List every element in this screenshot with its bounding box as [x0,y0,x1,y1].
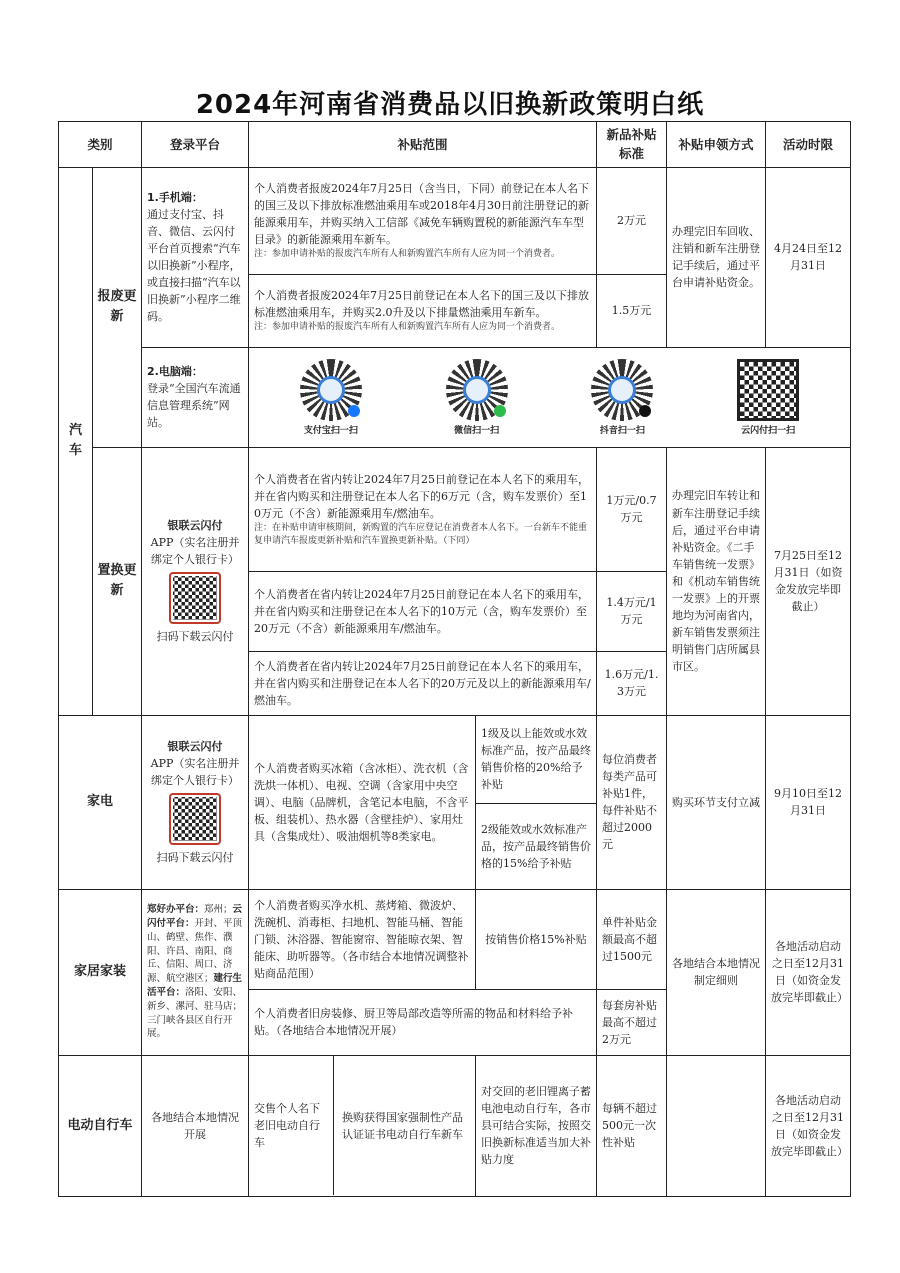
appliance-platform-download: 扫码下载云闪付 [156,851,234,865]
qr-alipay[interactable] [300,359,362,439]
replace-scope-1-text: 个人消费者在省内转让2024年7月25日前登记在本人名下的乘用车，并在省内购买和注册登记在本人名下的6万元（含，购车发票价）至10万元（不含）新能源乘用车/燃油车。 [254,472,590,520]
appliance-period: 9月10日至12月31日 [766,715,851,889]
scrap-scope-1-text: 个人消费者报废2024年7月25日（含当日，下同）前登记在本人名下的国三及以下排放标准燃油乘用车或2018年4月30日前注册登记的新能源乘用车，并购买纳入工信部《减免车辆购置税的新能源汽车车型目录》的新能源乘用车新车。 [254,182,590,247]
car-scrap-row-1 [59,167,851,274]
appliance-level-1: 1级及以上能效或水效标准产品，按产品最终销售价格的20%给予补贴 [476,715,597,803]
scrap-amount-1: 2万元 [597,167,667,274]
home-standard-1: 单件补贴金额最高不超过1500元 [597,889,667,989]
alipay-qr-code-icon [300,359,362,421]
replace-scope-1 [249,447,597,571]
scrap-scope-1-note: 注：参加申请补贴的报废汽车所有人和新购置汽车所有人应为同一个消费者。 [254,249,561,260]
home-platform-jh-text: 洛阳、安阳、新乡、漯河、驻马店；三门峡各县区自行开展。 [147,987,243,1040]
scrap-scope-2-note: 注：参加申请补贴的报废汽车所有人和新购置汽车所有人应为同一个消费者。 [254,322,561,333]
ebike-platform: 各地结合本地情况开展 [142,1055,249,1196]
home-rate: 按销售价格15%补贴 [476,889,597,989]
scrap-scope-2-text: 个人消费者报废2024年7月25日前登记在本人名下的国三及以下排放标准燃油乘用车，并购买2.0升及以下排量燃油乘用车新车。 [254,289,590,320]
header-platform: 登录平台 [142,122,249,168]
scrap-amount-2: 1.5万元 [597,274,667,347]
home-standard-2: 每套房补贴最高不超过2万元 [597,989,667,1055]
home-row-1 [59,889,851,989]
category-appliance: 家电 [59,715,142,889]
replace-amount-2: 1.4万元/1万元 [597,571,667,651]
replace-scope-2: 个人消费者在省内转让2024年7月25日前登记在本人名下的乘用车，并在省内购买和注册登记在本人名下的10万元（含，购车发票价）至20万元（不含）新能源乘用车/燃油车。 [249,571,597,651]
qr-wechat[interactable] [446,359,508,439]
scrap-platform-pc-text: 登录“全国汽车流通信息管理系统”网站。 [147,382,241,430]
subcategory-replace: 置换更新 [93,447,142,715]
appliance-platform-name: 银联云闪付 [167,740,223,754]
replace-scope-3: 个人消费者在省内转让2024年7月25日前登记在本人名下的乘用车，并在省内购买和注册登记在本人名下的20万元及以上的新能源乘用车/燃油车。 [249,651,597,715]
replace-platform-name: 银联云闪付 [167,519,223,533]
home-scope-1: 个人消费者购买净水机、蒸烤箱、微波炉、洗碗机、消毒柜、扫地机、智能马桶、智能门锁、沐浴器、智能窗帘、智能晾衣架、智能床、助听器等。（各市结合本地情况调整补贴商品范围） [249,889,476,989]
replace-amount-3: 1.6万元/1.3万元 [597,651,667,715]
qr-alipay-label: 支付宝扫一扫 [303,426,358,437]
car-scrap-row-3 [59,347,851,447]
scrap-platform-pc-title: 2.电脑端： [147,365,203,379]
header-row [59,122,851,168]
header-period: 活动时限 [766,122,851,168]
scrap-platform-pc [142,347,249,447]
ebike-standard: 每辆不超过500元一次性补贴 [597,1055,667,1196]
replace-platform [142,447,249,715]
home-platform [142,889,249,1055]
appliance-platform-app: APP（实名注册并绑定个人银行卡） [150,757,240,788]
scrap-platform-phone-title: 1.手机端： [147,191,203,205]
appliance-unionpay-download-qr-icon[interactable] [169,793,221,845]
ebike-method [667,1055,766,1196]
appliance-method: 购买环节支付立减 [667,715,766,889]
replace-platform-app: APP（实名注册并绑定个人银行卡） [150,536,240,567]
wechat-qr-code-icon [446,359,508,421]
ebike-requirement: 换购获得国家强制性产品认证证书电动自行车新车 [342,1110,464,1141]
home-platform-jh-label: 建行生活平台： [147,973,243,999]
appliance-level-2: 2级能效或水效标准产品，按产品最终销售价格的15%给予补贴 [476,803,597,889]
ebike-period: 各地活动启动之日至12月31日（如资金发放完毕即截止） [766,1055,851,1196]
replace-platform-download: 扫码下载云闪付 [156,630,234,644]
appliance-platform [142,715,249,889]
scrap-scope-2 [249,274,597,347]
home-platform-zh-label: 郑好办平台： [147,904,205,916]
category-ebike: 电动自行车 [59,1055,142,1196]
appliance-standard: 每位消费者每类产品可补贴1件，每件补贴不超过2000元 [597,715,667,889]
qr-douyin-label: 抖音扫一扫 [599,426,645,437]
category-home: 家居家装 [59,889,142,1055]
policy-table [58,121,851,1197]
replace-scope-1-note: 注：在补贴申请审核期间，新购置的汽车应登记在消费者本人名下。一台新车不能重复申请汽车报废更新补贴和汽车置换更新补贴。（下同） [254,522,588,546]
unionpay-qr-code-icon [737,359,799,421]
home-period: 各地活动启动之日至12月31日（如资金发放完毕即截止） [766,889,851,1055]
scrap-platform-phone [142,167,249,347]
replace-amount-1: 1万元/0.7万元 [597,447,667,571]
ebike-scope [249,1055,476,1196]
scrap-scope-1 [249,167,597,274]
home-method: 各地结合本地情况制定细则 [667,889,766,1055]
qr-wechat-label: 微信扫一扫 [454,426,500,437]
header-scope: 补贴范围 [249,122,597,168]
scrap-platform-phone-text: 通过支付宝、抖音、微信、云闪付平台首页搜索“汽车以旧换新”小程序，或直接扫描“汽车以旧换新”小程序二维码。 [147,208,241,324]
home-platform-ysf-text: 开封、平顶山、鹤壁、焦作、濮阳、许昌、南阳、商丘、信阳、周口、济源、航空港区； [147,918,243,985]
car-replace-row-1 [59,447,851,571]
douyin-qr-code-icon [591,359,653,421]
page-title: 2024年河南省消费品以旧换新政策明白纸 [195,90,705,120]
scrap-qr-codes [249,347,851,447]
header-method: 补贴申领方式 [667,122,766,168]
qr-douyin[interactable] [591,359,653,439]
scrap-period: 4月24日至12月31日 [766,167,851,347]
header-standard: 新品补贴标准 [597,122,667,168]
appliance-row-1 [59,715,851,803]
ebike-row [59,1055,851,1196]
qr-unionpay-label: 云闪付扫一扫 [741,426,796,437]
qr-unionpay[interactable] [737,359,799,439]
home-platform-zh-text: 郑州； [204,904,233,916]
home-scope-2: 个人消费者旧房装修、厨卫等局部改造等所需的物品和材料给予补贴。（各地结合本地情况开展） [249,989,597,1055]
replace-method: 办理完旧车转让和新车注册登记手续后，通过平台申请补贴资金。《二手车销售统一发票》和《机动车销售统一发票》上的开票地均为河南省内，新车销售发票须注明销售门店所属县市区。 [667,447,766,715]
replace-period: 7月25日至12月31日（如资金发放完毕即截止） [766,447,851,715]
unionpay-download-qr-icon[interactable] [169,572,221,624]
header-category: 类别 [59,122,142,168]
ebike-extra: 对交回的老旧锂离子蓄电池电动自行车，各市县可结合实际，按照交旧换新标准适当加大补贴力度 [476,1055,597,1196]
home-platform-ysf-label: 云闪付平台： [147,904,243,930]
subcategory-scrap: 报废更新 [93,167,142,447]
category-car: 汽车 [59,167,93,715]
appliance-scope: 个人消费者购买冰箱（含冰柜）、洗衣机（含洗烘一体机）、电视、空调（含家用中央空调）、电脑（品牌机，含笔记本电脑，不含平板、组装机）、热水器（含壁挂炉）、家用灶具（含集成灶）、吸油烟机等8类家电。 [249,715,476,889]
scrap-method: 办理完旧车回收、注销和新车注册登记手续后，通过平台申请补贴资金。 [667,167,766,347]
ebike-condition: 交售个人名下老旧电动自行车 [249,1056,334,1195]
